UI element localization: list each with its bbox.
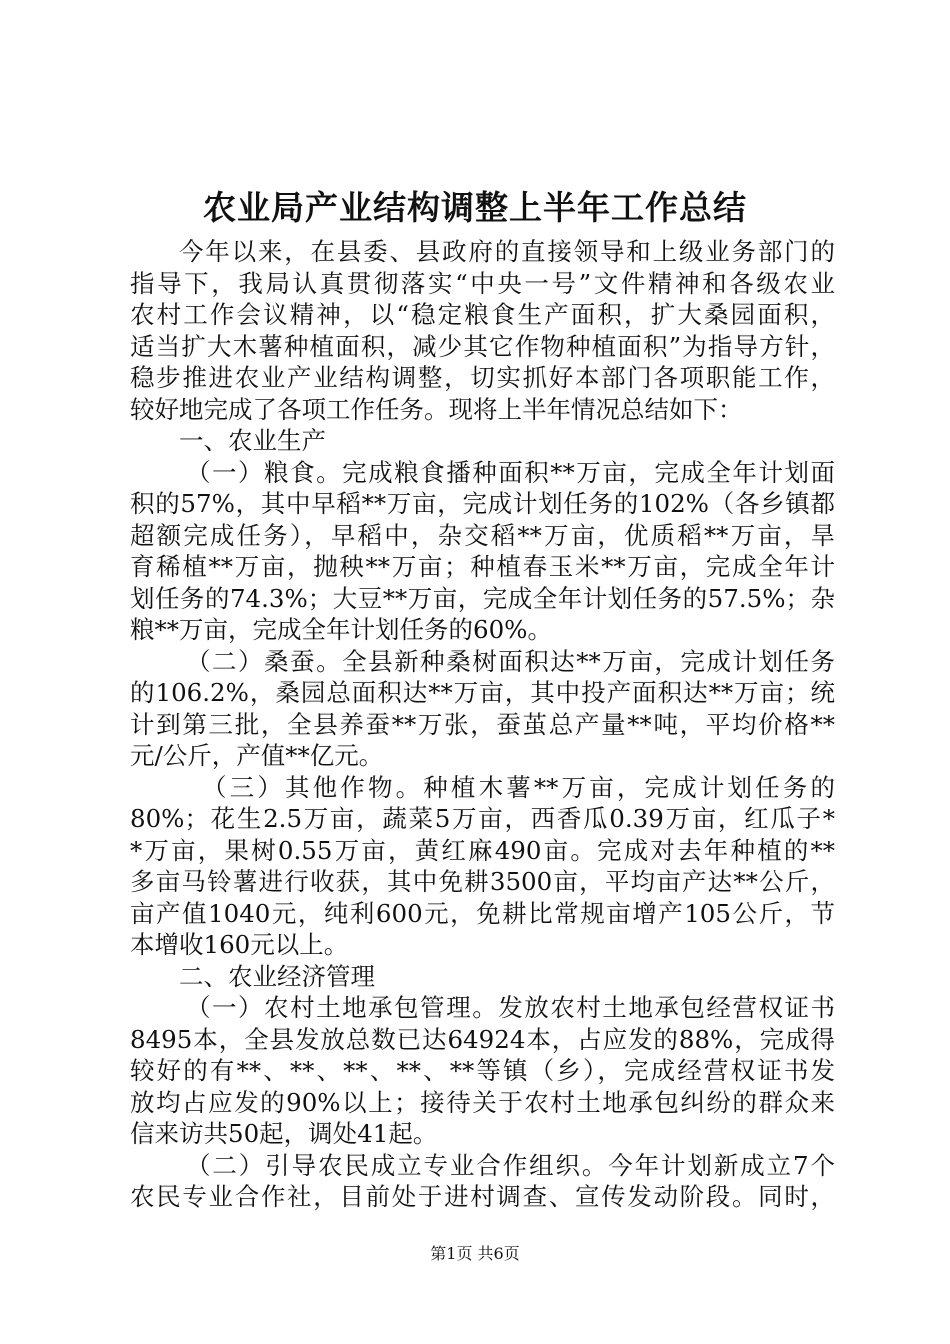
paragraph-line: 稳步推进农业产业结构调整，切实抓好本部门各项职能工作， [130,363,835,392]
paragraph-line: 80%；花生2.5万亩，蔬菜5万亩，西香瓜0.39万亩，红瓜子* [130,804,835,833]
paragraph-line: 元/公斤，产值**亿元。 [130,741,384,770]
paragraph-line: （二）桑蚕。全县新种桑树面积达**万亩，完成计划任务 [186,646,835,676]
page-footer: 第1页 共6页 [430,1244,520,1263]
paragraph-line: 信来访共50起，调处41起。 [130,1119,438,1148]
paragraph-line: 育稀植**万亩，抛秧**万亩；种植春玉米**万亩，完成全年计 [130,552,835,581]
paragraph-line: 适当扩大木薯种植面积，减少其它作物种植面积”为指导方针， [130,331,835,361]
paragraph-line: *万亩，果树0.55万亩，黄红麻490亩。完成对去年种植的** [130,835,835,865]
paragraph-line: 较好地完成了各项工作任务。现将上半年情况总结如下： [130,394,743,424]
paragraph-line: 划任务的74.3%；大豆**万亩，完成全年计划任务的57.5%；杂 [130,583,835,613]
paragraph-line: 计到第三批，全县养蚕**万张，蚕茧总产量**吨，平均价格** [130,709,835,739]
paragraph-line: 8495本，全县发放总数已达64924本，占应发的88%，完成得 [130,1024,835,1054]
paragraph-line: （三）其他作物。种植木薯**万亩，完成计划任务的 [202,772,835,802]
paragraph-line: 放均占应发的90%以上；接待关于农村土地承包纠纷的群众来 [130,1087,835,1117]
paragraph-line: 粮**万亩，完成全年计划任务的60%。 [130,615,552,644]
paragraph-line: 较好的有**、**、**、**、**等镇（乡），完成经营权证书发 [130,1056,835,1085]
paragraph-line: 今年以来，在县委、县政府的直接领导和上级业务部门的 [179,237,835,266]
paragraph-line: 亩产值1040元，纯利600元，免耕比常规亩增产105公斤，节 [130,898,835,928]
paragraph-line: 本增收160元以上。 [130,930,349,959]
paragraph-line: 指导下，我局认真贯彻落实“中央一号”文件精神和各级农业 [130,268,835,298]
paragraph-line: （二）引导农民成立专业合作组织。今年计划新成立7个 [186,1150,835,1180]
paragraph-line: 积的57%，其中早稻**万亩，完成计划任务的102%（各乡镇都 [130,489,835,518]
paragraph-line: （一）粮食。完成粮食播种面积**万亩，完成全年计划面 [186,457,835,487]
paragraph-line: 农村工作会议精神，以“稳定粮食生产面积，扩大桑园面积， [130,300,835,329]
paragraph-line: （一）农村土地承包管理。发放农村土地承包经营权证书 [186,993,835,1022]
section-heading: 二、农业经济管理 [179,961,375,991]
section-heading: 一、农业生产 [179,426,326,455]
paragraph-line: 农民专业合作社，目前处于进村调查、宣传发动阶段。同时， [130,1182,835,1211]
document-title: 农业局产业结构调整上半年工作总结 [203,188,747,227]
paragraph-line: 超额完成任务），早稻中，杂交稻**万亩，优质稻**万亩，旱 [130,520,835,550]
document-body [130,236,835,1213]
paragraph-line: 的106.2%，桑园总面积达**万亩，其中投产面积达**万亩；统 [130,678,835,707]
paragraph-line: 多亩马铃薯进行收获，其中免耕3500亩，平均亩产达**公斤， [130,867,835,896]
